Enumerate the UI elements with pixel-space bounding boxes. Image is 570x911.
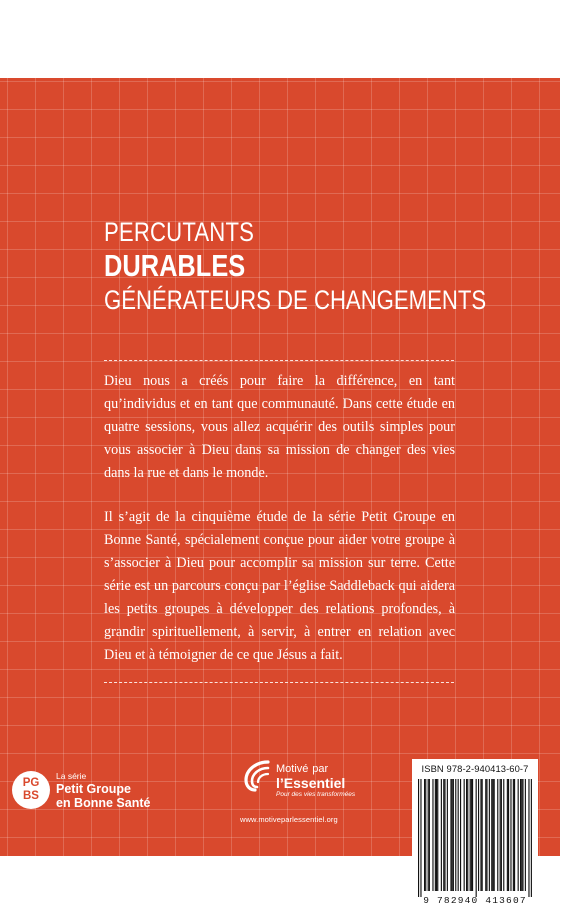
headline-line-3: GÉNÉRATEURS DE CHANGEMENTS <box>104 285 487 315</box>
publisher-name-2: par <box>312 763 329 775</box>
barcode-bar <box>528 779 529 897</box>
barcode-bar <box>458 779 459 891</box>
barcode-bar <box>428 779 429 891</box>
barcode-bar <box>500 779 501 891</box>
barcode-bar <box>466 779 467 891</box>
barcode-bar <box>467 779 468 891</box>
barcode-bar <box>435 779 436 891</box>
barcode-bar <box>424 779 425 891</box>
barcode-bar <box>425 779 426 891</box>
barcode <box>418 779 532 897</box>
barcode-bar <box>525 779 526 891</box>
barcode-bar <box>447 779 448 891</box>
barcode-bar <box>420 779 421 897</box>
barcode-bar <box>510 779 511 891</box>
barcode-bar <box>464 779 465 891</box>
barcode-bar <box>497 779 498 891</box>
barcode-bar <box>432 779 433 891</box>
barcode-bar <box>489 779 490 891</box>
series-name-line-1: Petit Groupe <box>56 782 132 796</box>
dashed-divider-bottom <box>104 682 454 683</box>
barcode-bar <box>429 779 430 891</box>
barcode-bar <box>478 779 479 891</box>
barcode-bar <box>443 779 444 891</box>
barcode-bar <box>437 779 438 891</box>
publisher-logo-text <box>276 760 355 799</box>
series-label: La série <box>56 771 87 781</box>
barcode-bar <box>471 779 472 891</box>
publisher-url: www.motiveparlessentiel.org <box>240 815 338 824</box>
barcode-bar <box>452 779 453 891</box>
dashed-divider-top <box>104 360 454 361</box>
barcode-bar <box>492 779 493 891</box>
barcode-bar <box>521 779 522 891</box>
barcode-bar <box>482 779 483 891</box>
barcode-bar <box>531 779 532 897</box>
headline <box>104 216 570 316</box>
barcode-bar <box>444 779 445 891</box>
headline-line-1: PERCUTANTS <box>104 217 255 247</box>
description-paragraph-1: Dieu nous a créés pour faire la différence, en tant qu’individus et en tant que communauté. Dans cette étude en quatre sessions, vous allez acquérir des outils simples pour vous associer à Dieu dans sa mission de changer des vies dans la rue et dans le monde. <box>104 373 455 481</box>
barcode-bar <box>486 779 487 891</box>
barcode-bar <box>460 779 461 891</box>
barcode-bar <box>476 779 477 897</box>
barcode-bar <box>455 779 456 891</box>
barcode-bar <box>441 779 442 891</box>
description-paragraph-2: Il s’agit de la cinquième étude de la série Petit Groupe en Bonne Santé, spécialement conçue pour aider votre groupe à s’associer à Dieu pour accomplir sa mission sur terre. Cette série est un parcours conçu par l’église Saddleback qui aidera les petits groupes à développer des relations profondes, à grandir spirituellement, à servir, à entrer en relation avec Dieu et à témoigner de ce que Jésus a fait. <box>104 509 455 663</box>
barcode-bar <box>501 779 502 891</box>
barcode-bar <box>485 779 486 891</box>
barcode-number: 9 782940 413607 <box>423 895 527 906</box>
barcode-bar <box>507 779 508 891</box>
barcode-bar <box>513 779 514 891</box>
back-cover <box>0 78 560 906</box>
isbn-label: ISBN 978-2-940413-60-7 <box>421 763 529 774</box>
publisher-name-3: l’Essentiel <box>276 775 346 791</box>
pgbs-logo: PG BS <box>12 771 50 809</box>
barcode-bar <box>450 779 451 891</box>
barcode-bar <box>480 779 481 891</box>
publisher-name-1: Motivé <box>276 763 309 775</box>
description <box>104 370 455 688</box>
barcode-bar <box>522 779 523 891</box>
publisher-swirl-icon <box>238 756 276 794</box>
barcode-bar <box>491 779 492 891</box>
barcode-bar <box>494 779 495 891</box>
barcode-bar <box>508 779 509 891</box>
barcode-bar <box>418 779 419 897</box>
barcode-bar <box>520 779 521 891</box>
barcode-panel <box>412 759 538 911</box>
barcode-bar <box>470 779 471 891</box>
barcode-bar <box>453 779 454 891</box>
barcode-bar <box>503 779 504 891</box>
publisher-tagline: Pour des vies transformées <box>276 791 356 798</box>
barcode-bar <box>436 779 437 891</box>
barcode-bar <box>472 779 473 891</box>
barcode-bar <box>514 779 515 891</box>
headline-line-2: DURABLES <box>104 248 246 283</box>
series-name <box>56 771 150 810</box>
barcode-bar <box>518 779 519 891</box>
series-name-line-2: en Bonne Santé <box>56 796 151 810</box>
